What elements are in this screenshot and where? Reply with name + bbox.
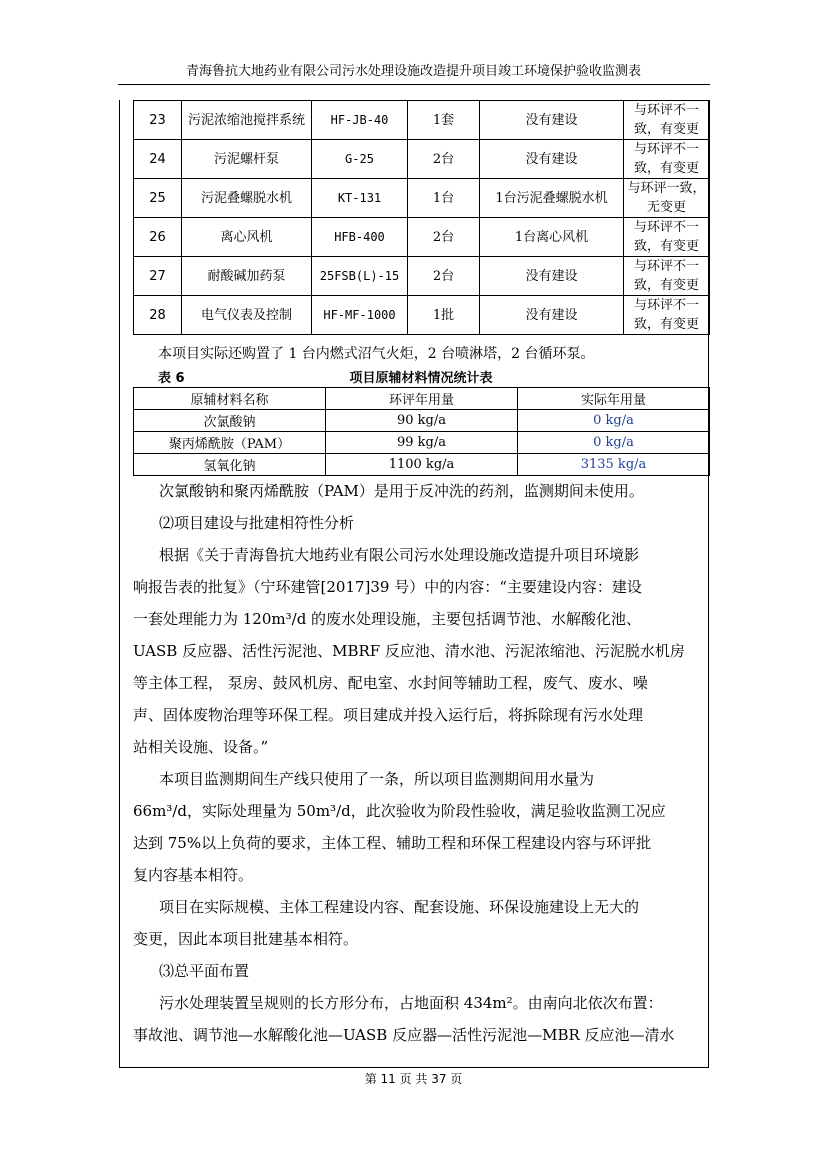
equipment-quantity: 2台 [408,140,480,179]
equipment-model: HF-MF-1000 [312,296,408,335]
material-name: 次氯酸钠 [134,410,326,432]
actual-construction: 没有建设 [480,140,624,179]
row-number: 27 [134,257,182,296]
section-heading-conformity: ⑵项目建设与批建相符性分析 [159,514,355,532]
paragraph-line: 站相关设施、设备。” [133,738,269,756]
paragraph-line: 声、固体废物治理等环保工程。项目建成并投入运行后，将拆除现有污水处理 [133,706,644,724]
row-number: 28 [134,296,182,335]
header-divider [118,84,710,85]
equipment-model: KT-131 [312,179,408,218]
actual-construction: 1台污泥叠螺脱水机 [480,179,624,218]
equipment-model: 25FSB(L)-15 [312,257,408,296]
equipment-name: 污泥叠螺脱水机 [182,179,312,218]
table-row [134,101,710,140]
equipment-note: 本项目实际还购置了 1 台内燃式沼气火炬，2 台喷淋塔，2 台循环泵。 [158,346,595,362]
remark: 与环评不一致，有变更 [624,257,710,296]
page-number: 第 11 页 共 37 页 [364,1072,463,1086]
materials-table [133,387,710,476]
equipment-quantity: 1套 [408,101,480,140]
actual-annual-usage: 0 kg/a [518,432,710,454]
equipment-quantity: 2台 [408,257,480,296]
paragraph-line: 根据《关于青海鲁抗大地药业有限公司污水处理设施改造提升项目环境影 [159,546,640,564]
table-row [134,140,710,179]
paragraph-line: 事故池、调节池—水解酸化池—UASB 反应器—活性污泥池—MBR 反应池—清水 [133,1026,675,1044]
row-number: 24 [134,140,182,179]
eia-annual-usage: 99 kg/a [326,432,518,454]
actual-annual-usage: 3135 kg/a [518,454,710,476]
equipment-quantity: 1台 [408,179,480,218]
paragraph-line: 66m³/d，实际处理量为 50m³/d，此次验收为阶段性验收，满足验收监测工况应 [133,802,666,820]
equipment-name: 耐酸碱加药泵 [182,257,312,296]
material-name: 聚丙烯酰胺（PAM） [134,432,326,454]
equipment-quantity: 2台 [408,218,480,257]
actual-construction: 没有建设 [480,296,624,335]
table-row [134,257,710,296]
paragraph-line: 项目在实际规模、主体工程建设内容、配套设施、环保设施建设上无大的 [159,898,640,916]
eia-annual-usage: 90 kg/a [326,410,518,432]
paragraph-line: 本项目监测期间生产线只使用了一条，所以项目监测期间用水量为 [159,770,595,788]
equipment-quantity: 1批 [408,296,480,335]
page-frame-left-border [119,100,120,1068]
paragraph-line: 等主体工程， 泵房、鼓风机房、配电室、水封间等辅助工程，废气、废水、噪 [133,674,648,692]
paragraph-line: 一套处理能力为 120m³/d 的废水处理设施，主要包括调节池、水解酸化池、 [133,610,642,628]
row-number: 25 [134,179,182,218]
table6-number: 表 6 [158,371,185,386]
paragraph-reagent-note: 次氯酸钠和聚丙烯酰胺（PAM）是用于反冲洗的药剂，监测期间未使用。 [159,482,644,500]
page-header-title: 青海鲁抗大地药业有限公司污水处理设施改造提升项目竣工环境保护验收监测表 [185,64,641,79]
equipment-name: 离心风机 [182,218,312,257]
paragraph-line: 污水处理装置呈规则的长方形分布，占地面积 434m²。由南向北依次布置： [159,994,663,1012]
table-row [134,410,710,432]
table-row [134,296,710,335]
column-header: 实际年用量 [518,388,710,410]
actual-construction: 没有建设 [480,257,624,296]
body-text [133,475,693,1051]
equipment-model: HF-JB-40 [312,101,408,140]
section-heading-layout: ⑶总平面布置 [159,962,250,980]
row-number: 26 [134,218,182,257]
eia-annual-usage: 1100 kg/a [326,454,518,476]
table-row [134,218,710,257]
equipment-model: G-25 [312,140,408,179]
remark: 与环评不一致，有变更 [624,101,710,140]
remark: 与环评不一致，有变更 [624,296,710,335]
equipment-name: 污泥螺杆泵 [182,140,312,179]
table-header-row [134,388,710,410]
page-frame-bottom-border [119,1067,709,1068]
paragraph-line: UASB 反应器、活性污泥池、MBRF 反应池、清水池、污泥浓缩池、污泥脱水机房 [133,642,685,660]
equipment-name: 污泥浓缩池搅拌系统 [182,101,312,140]
table-row [134,432,710,454]
actual-construction: 1台离心风机 [480,218,624,257]
column-header: 原辅材料名称 [134,388,326,410]
remark: 与环评不一致，有变更 [624,140,710,179]
material-name: 氢氧化钠 [134,454,326,476]
column-header: 环评年用量 [326,388,518,410]
equipment-model: HFB-400 [312,218,408,257]
paragraph-line: 变更，因此本项目批建基本相符。 [133,930,359,948]
equipment-table [133,100,710,335]
paragraph-line: 复内容基本相符。 [133,866,254,884]
equipment-name: 电气仪表及控制 [182,296,312,335]
remark: 与环评一致，无变更 [624,179,710,218]
actual-construction: 没有建设 [480,101,624,140]
row-number: 23 [134,101,182,140]
table6-title: 项目原辅材料情况统计表 [349,371,493,386]
paragraph-line: 达到 75%以上负荷的要求，主体工程、辅助工程和环保工程建设内容与环评批 [133,834,652,852]
remark: 与环评不一致，有变更 [624,218,710,257]
paragraph-line: 响报告表的批复》（宁环建管[2017]39 号）中的内容：“主要建设内容：建设 [133,578,642,596]
actual-annual-usage: 0 kg/a [518,410,710,432]
table-row [134,454,710,476]
table-row [134,179,710,218]
